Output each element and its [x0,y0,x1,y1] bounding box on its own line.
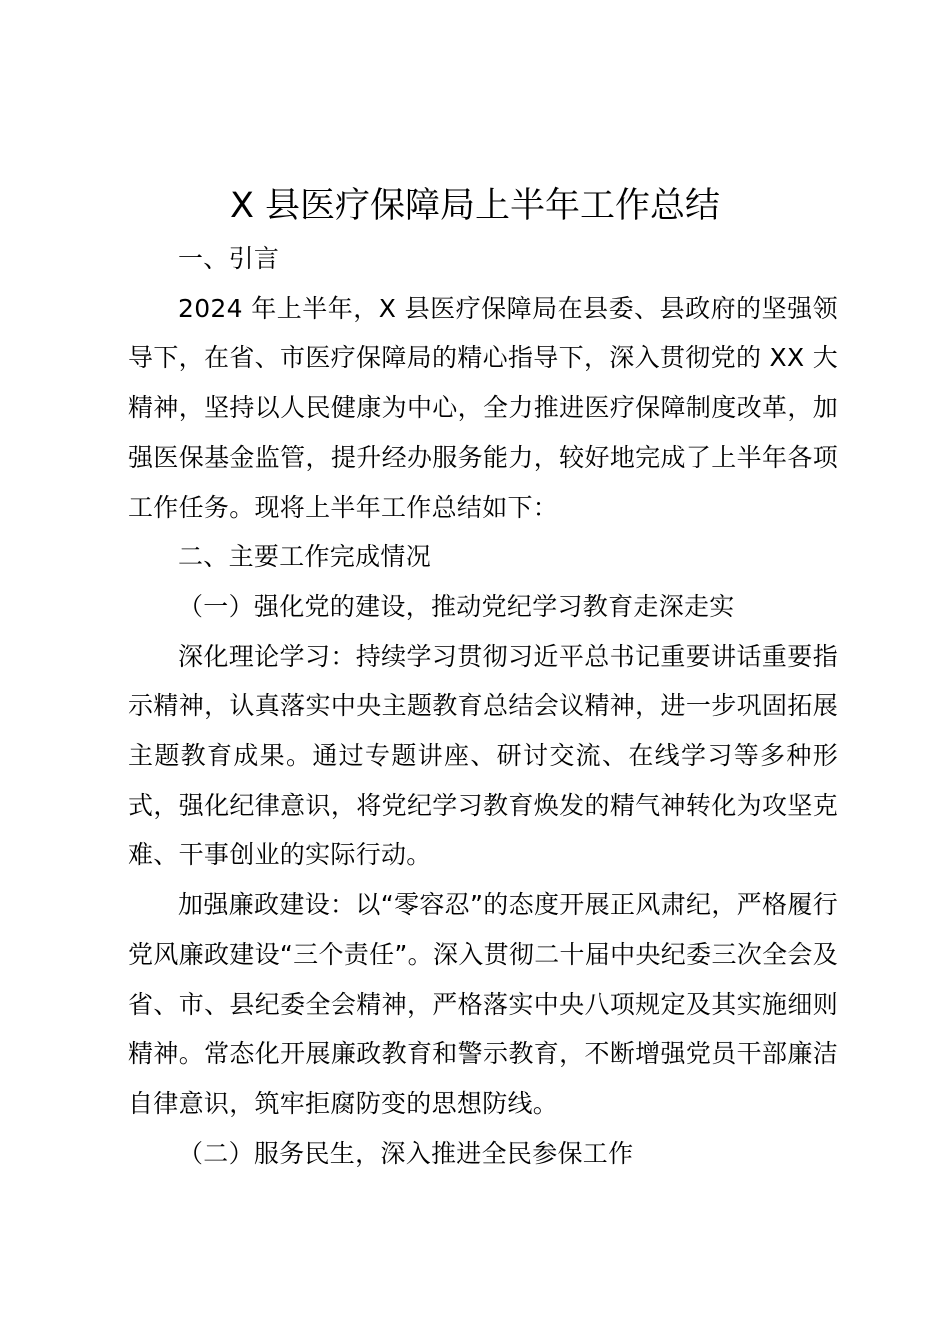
document-title: X 县医疗保障局上半年工作总结 [229,186,721,226]
subsection-heading-party-building: （一）强化党的建设，推动党纪学习教育走深走实 [178,591,735,621]
subsection-heading-public-service: （二）服务民生，深入推进全民参保工作 [178,1138,634,1168]
paragraph-introduction: 2024 年上半年，X 县医疗保障局在县委、县政府的坚强领导下，在省、市医疗保障局的精心指导下，深入贯彻党的 XX 大精神，坚持以人民健康为中心，全力推进医疗保障制度改革，加强医保基金监管，提升经办服务能力，较好地完成了上半年各项工作任务。现将上半年工作总结如下： [128,293,838,522]
section-heading-introduction: 一、引言 [178,244,280,273]
section-heading-main-work: 二、主要工作完成情况 [178,542,432,572]
document-body [128,234,838,1178]
paragraph-integrity-building: 加强廉政建设：以“零容忍”的态度开展正风肃纪，严格履行党风廉政建设“三个责任”。深入贯彻二十届中央纪委三次全会及省、市、县纪委全会精神，严格落实中央八项规定及其实施细则精神。常态化开展廉政教育和警示教育，不断增强党员干部廉洁自律意识，筑牢拒腐防变的思想防线。 [128,890,838,1118]
paragraph-theory-study: 深化理论学习：持续学习贯彻习近平总书记重要讲话重要指示精神，认真落实中央主题教育总结会议精神，进一步巩固拓展主题教育成果。通过专题讲座、研讨交流、在线学习等多种形式，强化纪律意识，将党纪学习教育焕发的精气神转化为攻坚克难、干事创业的实际行动。 [128,641,838,870]
